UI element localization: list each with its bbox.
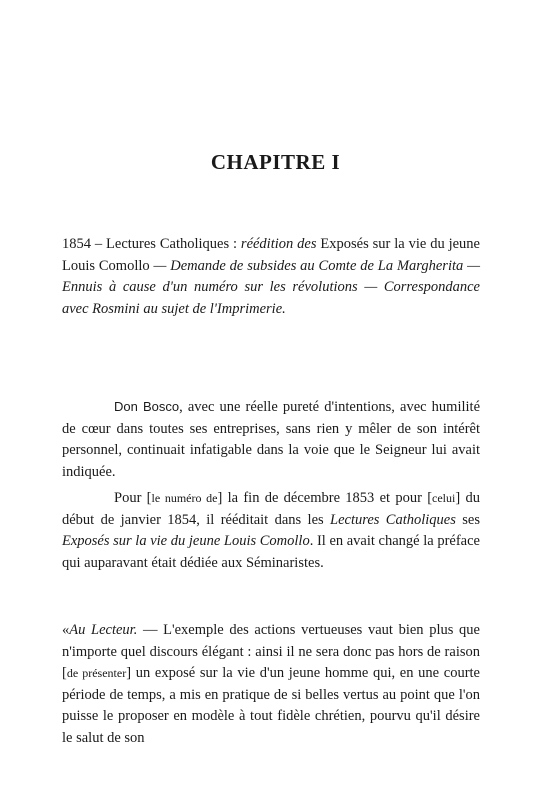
paragraph-text: du début de janvier 1854, il rééditait dans les [62,490,480,528]
paragraph-1 [62,396,480,483]
bracket: ] [455,490,461,506]
paragraph-text: la fin de décembre 1853 et pour [222,490,428,506]
summary-italic: réédition des [240,236,317,252]
summary-text: Exposés [316,236,369,252]
bracket: [ [62,665,67,682]
bracket: [ [146,490,152,506]
paragraph-text: ses [455,511,480,528]
chapter-summary [62,234,480,320]
paragraph-text: , avec une réelle pureté d'intentions, avec humilité de cœur dans toutes ses entreprises, sans rien y mêler de son intérêt personnel, continuait infatigable dans la voie que le Seigneur lui avait indiquée. [62,399,481,480]
italic-title: Exposés sur la vie du jeune Louis Comollo [62,533,310,550]
paragraph-text: . Il en avait changé la préface qui auparavant était dédiée aux Séminaristes. [62,533,480,571]
italic-heading: Au Lecteur. [69,622,138,638]
editorial-insertion: le numéro de [151,491,218,505]
summary-text: 1854 – Lectures Catholiques : [62,236,241,252]
paragraph-2 [62,488,480,574]
quote-mark: « [62,622,70,638]
summary-italic: — Demande de subsides au Comte de La Margherita — Ennuis à cause d'un numéro sur les révolutions — Correspondance avec Rosmini au sujet de l'Imprimerie. [62,257,480,317]
name-don-bosco: Don Bosco [114,399,180,414]
bracket: [ [427,490,433,506]
italic-title: Lectures Catholiques [330,511,456,528]
chapter-title: CHAPITRE I [210,150,341,174]
bracket: ] [217,490,223,506]
summary-text: sur la vie du jeune Louis Comollo [62,236,480,274]
editorial-insertion: de présenter [66,666,127,681]
paragraph-text: — L'exemple des actions vertueuses vaut bien plus que n'importe quel discours élégant : ainsi il ne sera donc pas hors de raison [62,622,480,660]
editorial-insertion: celui [432,491,456,505]
bracket: ] [126,665,132,682]
paragraph-3 [62,620,480,750]
paragraph-text: un exposé sur la vie d'un jeune homme qui, en une courte période de temps, a mis en pratique de si belles vertus au point que l'on puisse le proposer en modèle à tout fidèle chrétien, pourvu qu'il désire le salut de son [62,665,480,746]
paragraph-text: Pour [114,490,147,506]
